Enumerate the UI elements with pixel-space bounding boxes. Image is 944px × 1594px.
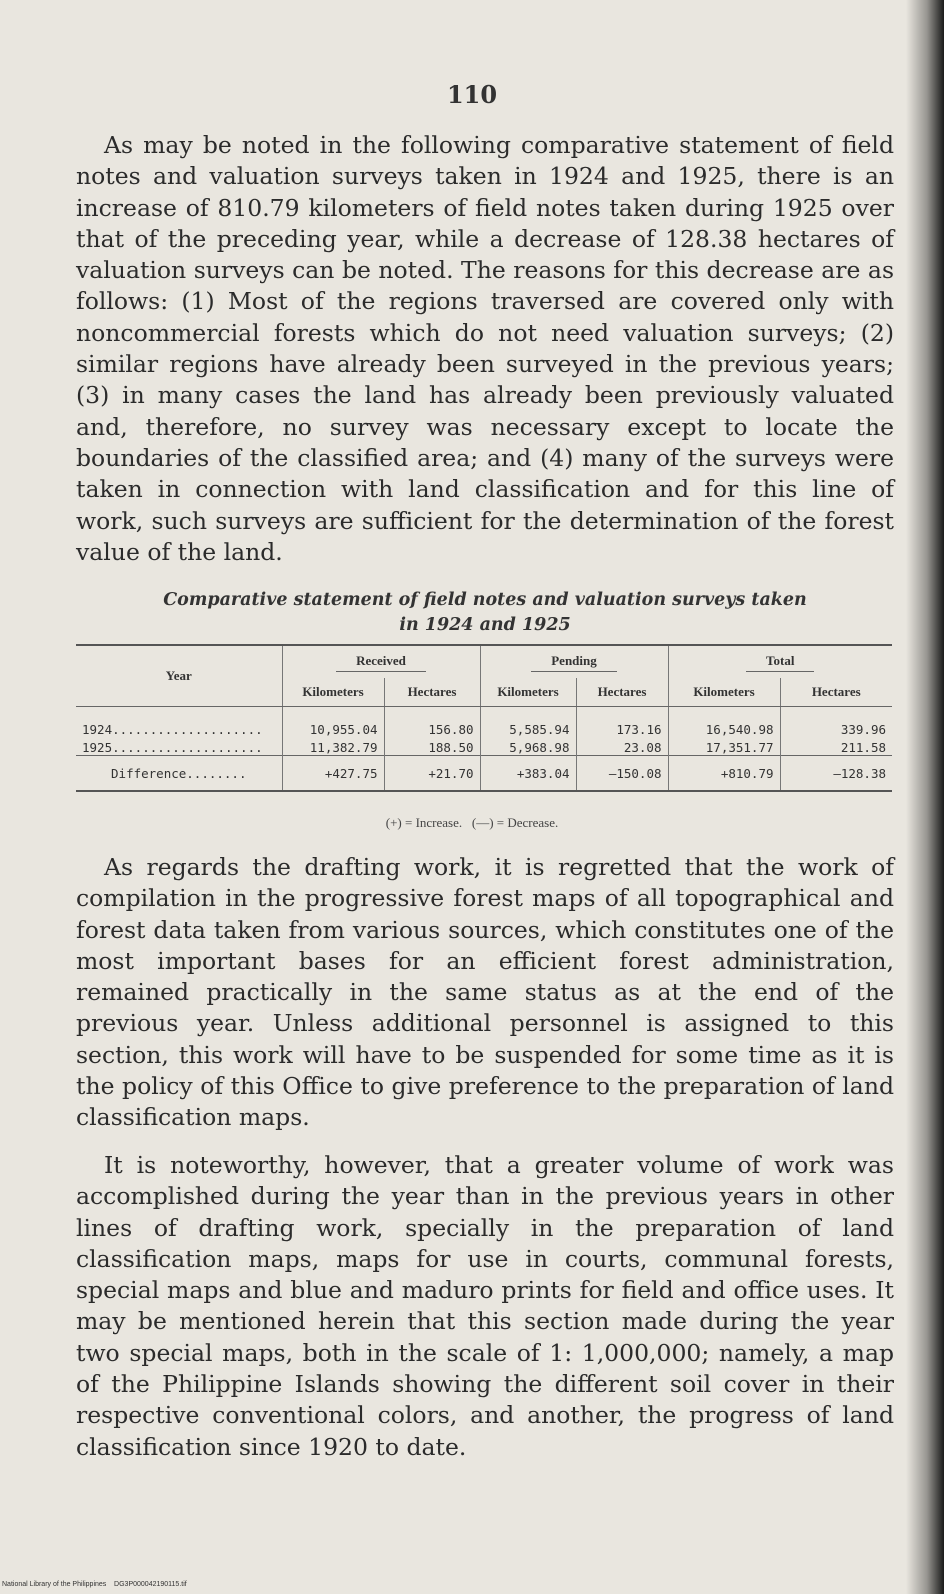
difference-label: Difference........: [76, 756, 282, 792]
received-header-label: Received: [336, 653, 426, 672]
subheader-received-ha: Hectares: [384, 678, 480, 707]
table-caption-line-2: in 1924 and 1925: [399, 615, 571, 635]
cell: 173.16: [576, 707, 668, 738]
cell: —150.08: [576, 756, 668, 792]
paragraph-drafting-work: As regards the drafting work, it is regretted that the work of compilation in the progressive forest maps of all topographical and forest data taken from various sources, which constitutes one of the most important bases for an efficient forest administration, remained practically in the same status as at the end of the previous year. Unless additional personnel is assigned to this section, this work will have to be suspended for some time as it is the policy of this Office to give preference to the preparation of land classification maps.: [76, 853, 894, 1132]
row-year: 1924....................: [82, 722, 263, 737]
table-row: [76, 707, 892, 738]
subheader-received-km: Kilometers: [282, 678, 384, 707]
cell: —128.38: [780, 756, 892, 792]
cell: +21.70: [384, 756, 480, 792]
total-header: [668, 645, 892, 678]
scan-footer: National Library of the Philippines DG3P000042190115.tif: [2, 1581, 187, 1588]
comparative-statement-table: [76, 644, 892, 792]
cell: 339.96: [780, 707, 892, 738]
cell: 10,955.04: [282, 707, 384, 738]
table-caption-line-1: Comparative statement of field notes and valuation surveys taken: [163, 590, 807, 610]
cell: +383.04: [480, 756, 576, 792]
page-edge-shadow: [906, 0, 944, 1594]
table-row: [76, 737, 892, 756]
cell: 17,351.77: [668, 737, 780, 756]
cell: 188.50: [384, 737, 480, 756]
table-legend: (+) = Increase. (—) = Decrease.: [385, 815, 559, 830]
cell: 16,540.98: [668, 707, 780, 738]
year-header: Year: [76, 645, 282, 707]
cell: 5,968.98: [480, 737, 576, 756]
paragraph-special-maps: It is noteworthy, however, that a greater volume of work was accomplished during the year than in the previous years in other lines of drafting work, specially in the preparation of land classification maps, maps for use in courts, communal forests, special maps and blue and maduro prints for field and office uses. It may be mentioned herein that this section made during the year two special maps, both in the scale of 1: 1,000,000; namely, a map of the Philippine Islands showing the different soil cover in their respective conventional colors, and another, the progress of land classification since 1920 to date.: [76, 1151, 894, 1461]
cell: +427.75: [282, 756, 384, 792]
pending-header-label: Pending: [531, 653, 617, 672]
subheader-total-ha: Hectares: [780, 678, 892, 707]
cell: 11,382.79: [282, 737, 384, 756]
paragraph-field-notes: As may be noted in the following comparative statement of field notes and valuation surveys taken in 1924 and 1925, there is an increase of 810.79 kilometers of field notes taken during 1925 over that of the preceding year, while a decrease of 128.38 hectares of valuation surveys can be noted. The reasons for this decrease are as follows: (1) Most of the regions traversed are covered only with noncommercial forests which do not need valuation surveys; (2) similar regions have already been surveyed in the previous years; (3) in many cases the land has already been previously valuated and, therefore, no survey was necessary except to locate the boundaries of the classified area; and (4) many of the surveys were taken in connection with land classification and for this line of work, such surveys are sufficient for the determination of the forest value of the land.: [76, 131, 894, 566]
subheader-pending-ha: Hectares: [576, 678, 668, 707]
pending-header: [480, 645, 668, 678]
subheader-pending-km: Kilometers: [480, 678, 576, 707]
received-header: [282, 645, 480, 678]
row-year: 1925....................: [82, 740, 263, 755]
total-header-label: Total: [746, 653, 814, 672]
cell: 211.58: [780, 737, 892, 756]
page-number: 110: [446, 80, 498, 109]
cell: 156.80: [384, 707, 480, 738]
cell: 23.08: [576, 737, 668, 756]
difference-row: [76, 756, 892, 792]
cell: 5,585.94: [480, 707, 576, 738]
cell: +810.79: [668, 756, 780, 792]
subheader-total-km: Kilometers: [668, 678, 780, 707]
table-caption: [80, 588, 890, 638]
